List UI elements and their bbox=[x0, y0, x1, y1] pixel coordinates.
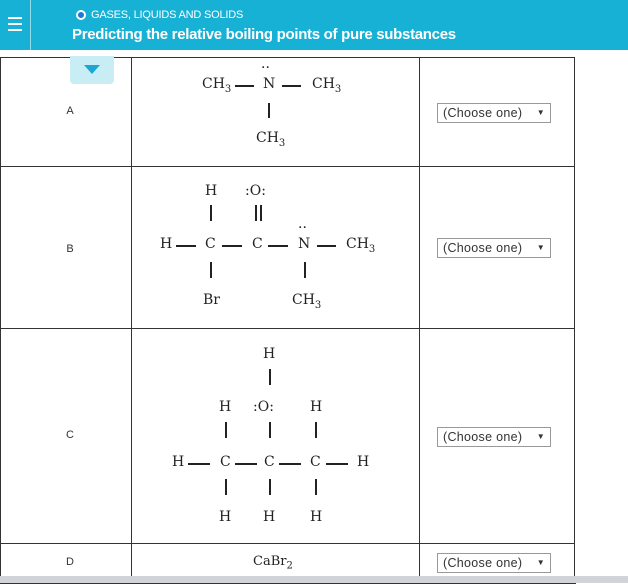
bond bbox=[268, 103, 270, 118]
bottom-scroll-bar bbox=[0, 576, 628, 583]
menu-icon[interactable] bbox=[0, 0, 31, 50]
atom-h: H bbox=[219, 399, 232, 415]
bond bbox=[315, 422, 317, 438]
atom-c: C bbox=[220, 454, 231, 470]
bond bbox=[304, 262, 306, 278]
row-label: A bbox=[66, 105, 74, 117]
dropdown-arrow-icon: ▼ bbox=[536, 243, 545, 252]
double-bond bbox=[260, 205, 262, 221]
bond bbox=[269, 369, 271, 385]
atom-h: H bbox=[357, 454, 370, 470]
atom-c: C bbox=[310, 454, 321, 470]
atom-ch3-bottom: $CH_3$ bbox=[292, 292, 322, 311]
bond bbox=[269, 422, 271, 438]
row-label: D bbox=[66, 556, 74, 568]
select-value: (Choose one) bbox=[443, 106, 523, 120]
atom-ch3-left: $CH_3$ bbox=[202, 76, 232, 95]
double-bond bbox=[255, 205, 257, 221]
topic-label: GASES, LIQUIDS AND SOLIDS bbox=[91, 9, 244, 21]
atom-c: C bbox=[252, 236, 263, 252]
bond bbox=[210, 205, 212, 221]
structure-cell bbox=[131, 328, 420, 543]
bond bbox=[176, 245, 196, 247]
bond bbox=[188, 463, 210, 465]
bond bbox=[235, 85, 254, 87]
header-bar bbox=[0, 0, 628, 50]
bond bbox=[210, 262, 212, 278]
choose-select-a[interactable] bbox=[437, 103, 551, 123]
atom-br: Br bbox=[203, 292, 220, 308]
bond bbox=[225, 422, 227, 438]
atom-n: N bbox=[298, 236, 311, 252]
bond bbox=[282, 85, 301, 87]
lone-pair: ·· bbox=[298, 220, 307, 236]
dropdown-arrow-icon: ▼ bbox=[536, 558, 545, 567]
bond bbox=[268, 245, 288, 247]
atom-ch3-bottom: $CH_3$ bbox=[256, 130, 286, 149]
bond bbox=[269, 479, 271, 495]
bond bbox=[317, 245, 336, 247]
select-value: (Choose one) bbox=[443, 556, 523, 570]
chevron-down-icon bbox=[84, 65, 100, 75]
structure-cell bbox=[131, 166, 420, 328]
dropdown-arrow-icon: ▼ bbox=[536, 108, 545, 117]
atom-o: :O: bbox=[253, 399, 274, 415]
bond bbox=[279, 463, 301, 465]
atom-n: N bbox=[263, 76, 276, 92]
collapse-toggle-button[interactable] bbox=[70, 56, 114, 84]
atom-h: H bbox=[219, 509, 232, 525]
atom-h: H bbox=[310, 509, 323, 525]
row-label: B bbox=[66, 243, 74, 255]
choose-select-d[interactable] bbox=[437, 553, 551, 573]
atom-ch3: $CH_3$ bbox=[346, 236, 376, 255]
atom-h: H bbox=[310, 399, 323, 415]
bond bbox=[235, 463, 257, 465]
bond bbox=[315, 479, 317, 495]
atom-c: C bbox=[205, 236, 216, 252]
atom-h: H bbox=[172, 454, 185, 470]
atom-o: :O: bbox=[245, 183, 266, 199]
bond bbox=[225, 479, 227, 495]
atom-h: H bbox=[263, 346, 276, 362]
bond bbox=[326, 463, 348, 465]
atom-c: C bbox=[264, 454, 275, 470]
page-title: Predicting the relative boiling points of pure substances bbox=[72, 26, 456, 43]
atom-h: H bbox=[160, 236, 173, 252]
dropdown-arrow-icon: ▼ bbox=[536, 432, 545, 441]
choose-select-b[interactable] bbox=[437, 238, 551, 258]
structure-cell bbox=[131, 57, 420, 166]
row-label: C bbox=[66, 429, 74, 441]
atom-ch3-right: $CH_3$ bbox=[312, 76, 342, 95]
atom-h: H bbox=[263, 509, 276, 525]
select-value: (Choose one) bbox=[443, 430, 523, 444]
bond bbox=[222, 245, 242, 247]
atom-h: H bbox=[205, 183, 218, 199]
choose-select-c[interactable] bbox=[437, 427, 551, 447]
topic-status-icon bbox=[76, 10, 86, 20]
select-value: (Choose one) bbox=[443, 241, 523, 255]
formula-cabr2: CaBr$_2$ bbox=[253, 554, 293, 572]
lone-pair: ·· bbox=[261, 60, 270, 76]
